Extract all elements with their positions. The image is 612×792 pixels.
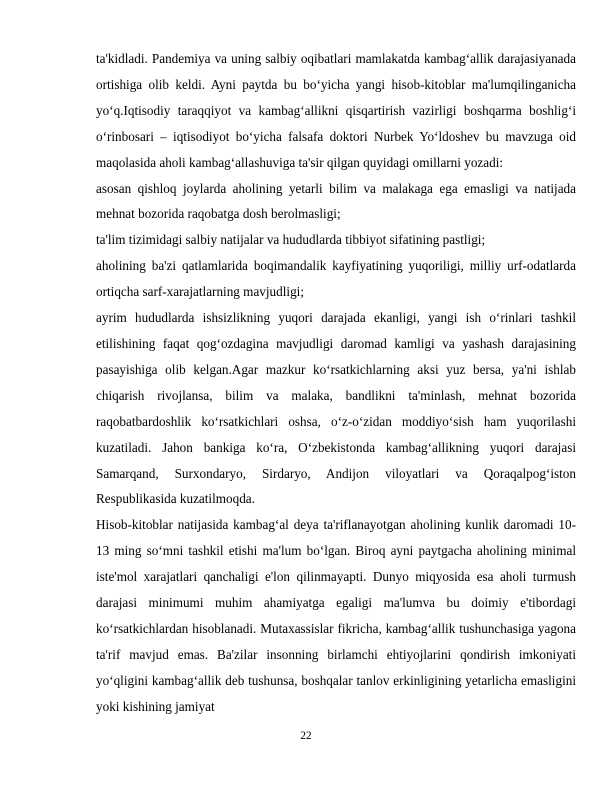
body-text-block	[96, 46, 576, 720]
paragraph-factor-rural-skills: asosan qishloq joylarda aholining yetarli bilim va malakaga ega emasligi va natijada mehnat bozorida raqobatga dosh berolmasligi;	[96, 180, 576, 222]
paragraph-factor-dependency-customs: aholining ba'zi qatlamlarida boqimandalik kayfiyatining yuqoriligi, milliy urf-odatlarda ortiqcha sarf-xarajatlarning mavjudligi;	[96, 258, 576, 300]
paragraph-income-estimates: Hisob-kitoblar natijasida kambag‘al deya ta'riflanayotgan aholining kunlik daromadi 10-13 ming so‘mni tashkil etishi ma'lum bo‘lgan. Biroq ayni paytgacha aholining minimal iste'mol xarajatlari qanchaligi e'lon qilinmayapti. Dunyo miqyosida esa aholi turmush darajasi minimumi muhim ahamiyatga egaligi ma'lumva bu doimiy e'tibordagi ko‘rsatkichlardan hisoblanadi. Mutaxassislar fikricha, kambag‘allik tushunchasiga yagona ta'rif mavjud emas. Ba'zilar insonning birlamchi ehtiyojlarini qondirish imkoniyati yo‘qligini kambag‘allik deb tushunsa, boshqalar tanlov erkinligining yetarlicha emasligini yoki kishining jamiyat	[96, 517, 576, 714]
page-number: 22	[300, 730, 312, 742]
paragraph-factor-unemployment: ayrim hududlarda ishsizlikning yuqori darajada ekanligi, yangi ish o‘rinlari tashkil etilishining faqat qog‘ozdagina mavjudligi daromad kamligi va yashash darajasining pasayishiga olib kelgan.Agar mazkur ko‘rsatkichlarning aksi yuz bersa, ya'ni ishlab chiqarish rivojlansa, bilim va malaka, bandlikni ta'minlash, mehnat bozorida raqobatbardoshlik ko‘rsatkichlari oshsa, o‘z-o‘zidan moddiyo‘sish ham yuqorilashi kuzatiladi. Jahon bankiga ko‘ra, O‘zbekistonda kambag‘allikning yuqori darajasi Samarqand, Surxondaryo, Sirdaryo, Andijon viloyatlari va Qoraqalpog‘iston Respublikasida kuzatilmoqda.	[96, 310, 576, 507]
paragraph-factor-education-health: ta'lim tizimidagi salbiy natijalar va hududlarda tibbiyot sifatining pastligi;	[96, 232, 486, 248]
paragraph-intro-pandemic: ta'kidladi. Pandemiya va uning salbiy oqibatlari mamlakatda kambag‘allik darajasiyanada ortishiga olib keldi. Ayni paytda bu bo‘yicha yangi hisob-kitoblar ma'lumqilinganicha yo‘q.Iqtisodiy taraqqiyot va kambag‘allikni qisqartirish vazirligi boshqarma boshlig‘i o‘rinbosari – iqtisodiyot bo‘yicha falsafa doktori Nurbek Yo‘ldoshev bu mavzuga oid maqolasida aholi kambag‘allashuviga ta'sir qilgan quyidagi omillarni yozadi:	[96, 51, 576, 170]
